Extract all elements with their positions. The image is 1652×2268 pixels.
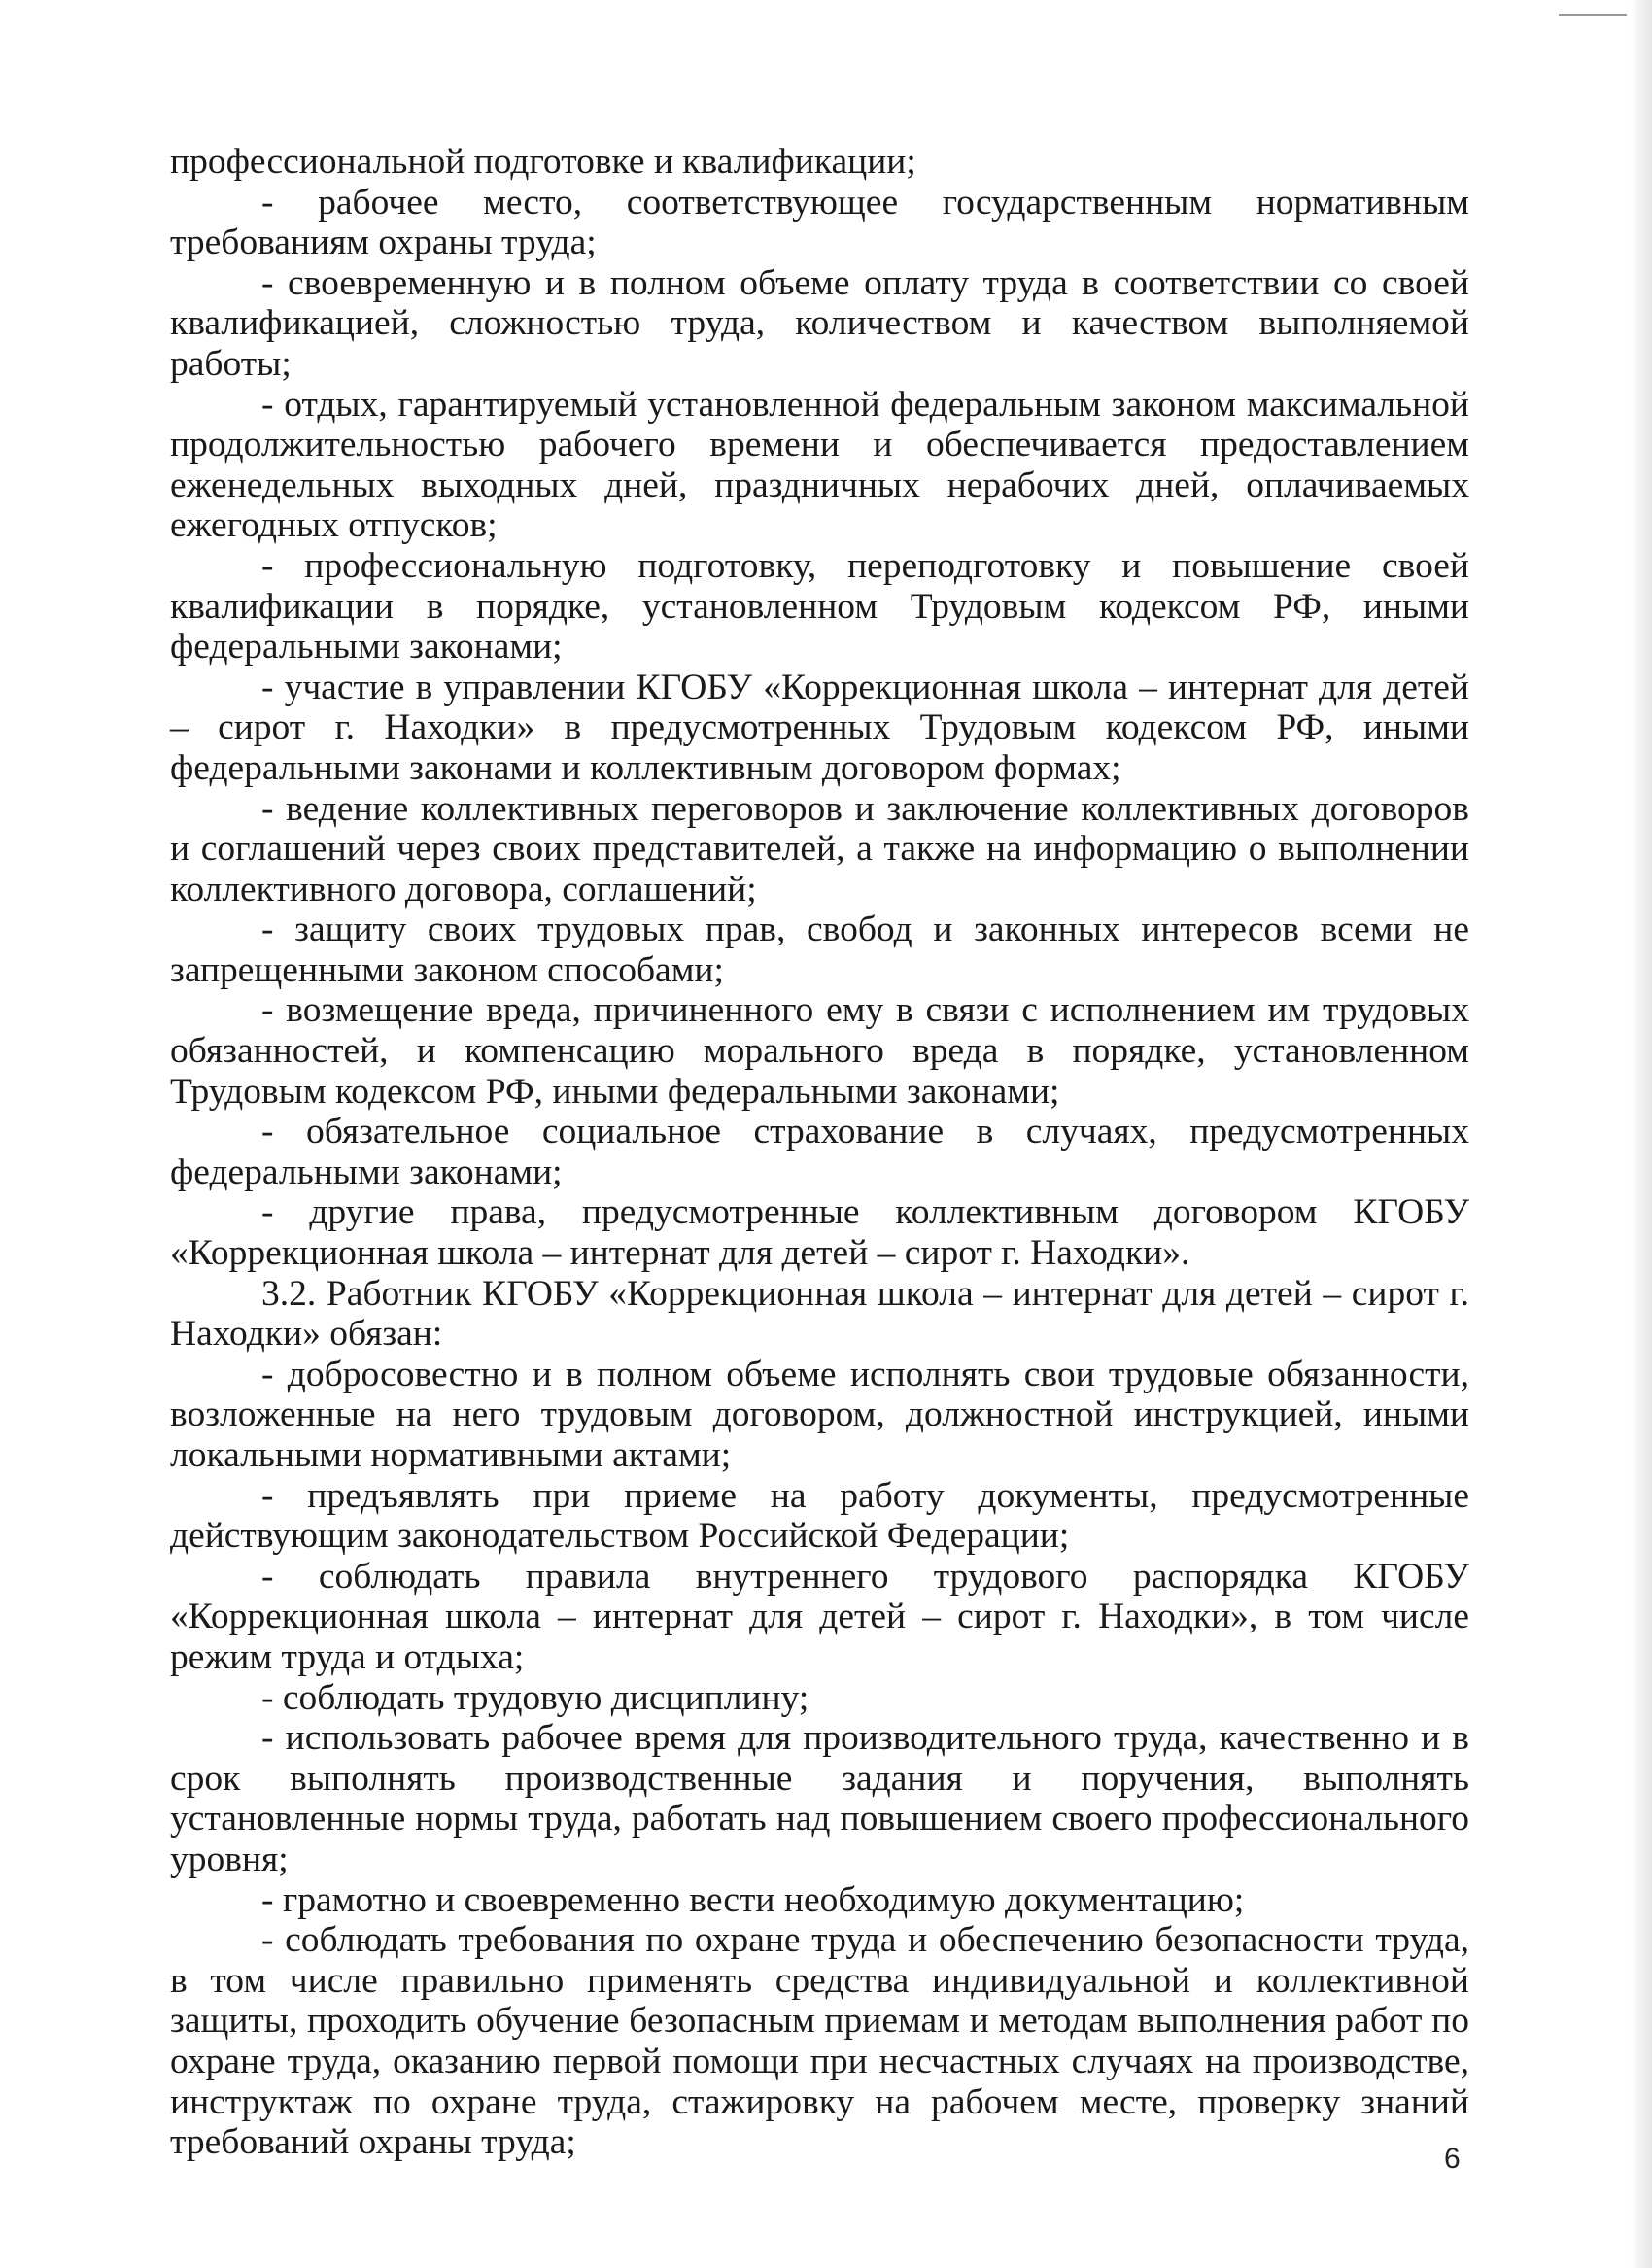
paragraph: профессиональной подготовке и квалификации; — [170, 142, 916, 182]
corner-mark — [1559, 14, 1627, 16]
paragraph: - ведение коллективных переговоров и заключение коллективных договоров и соглашений через своих представителей, а также на информацию о выполнении коллективного договора, соглашений; — [170, 788, 1469, 910]
paragraph: - использовать рабочее время для производительного труда, качественно и в срок выполнять производственные задания и поручения, выполнять установленные нормы труда, работать над повышением своего профессионального уровня; — [170, 1718, 1469, 1879]
document-body — [170, 142, 1469, 2163]
paragraph: - грамотно и своевременно вести необходимую документацию; — [261, 1879, 1245, 1920]
paragraph: - отдых, гарантируемый установленной федеральным законом максимальной продолжительностью рабочего времени и обеспечивается предоставлением еженедельных выходных дней, праздничных нерабочих дней, оплачиваемых ежегодных отпусков; — [170, 384, 1469, 546]
section-heading-paragraph: 3.2. Работник КГОБУ «Коррекционная школа – интернат для детей – сирот г. Находки» обязан: — [170, 1273, 1469, 1355]
page-number: 6 — [1444, 2143, 1461, 2175]
paragraph: - добросовестно и в полном объеме исполнять свои трудовые обязанности, возложенные на него трудовым договором, должностной инструкцией, иными локальными нормативными актами; — [170, 1354, 1469, 1475]
paragraph: - рабочее место, соответствующее государственным нормативным требованиям охраны труда; — [170, 182, 1469, 263]
paragraph: - соблюдать трудовую дисциплину; — [261, 1677, 809, 1718]
paragraph: - другие права, предусмотренные коллективным договором КГОБУ «Коррекционная школа – интернат для детей – сирот г. Находки». — [170, 1192, 1469, 1274]
paragraph: - профессиональную подготовку, переподготовку и повышение своей квалификации в порядке, установленном Трудовым кодексом РФ, иными федеральными законами; — [170, 545, 1469, 668]
paragraph: - защиту своих трудовых прав, свобод и законных интересов всеми не запрещенными законом способами; — [170, 910, 1469, 990]
paragraph: - участие в управлении КГОБУ «Коррекционная школа – интернат для детей – сирот г. Находки» в предусмотренных Трудовым кодексом РФ, иными федеральными законами и коллективным договором формах; — [170, 667, 1469, 788]
scan-edge — [1631, 0, 1652, 2268]
paragraph: - своевременную и в полном объеме оплату труда в соответствии со своей квалификацией, сложностью труда, количеством и качеством выполняемой работы; — [170, 262, 1469, 384]
paragraph: - обязательное социальное страхование в случаях, предусмотренных федеральными законами; — [170, 1112, 1469, 1192]
paragraph: - соблюдать требования по охране труда и обеспечению безопасности труда, в том числе правильно применять средства индивидуальной и коллективной защиты, проходить обучение безопасным приемам и методам выполнения работ по охране труда, оказанию первой помощи при несчастных случаях на производстве, инструктаж по охране труда, стажировку на рабочем месте, проверку знаний требований охраны труда; — [170, 1920, 1469, 2163]
paragraph: - предъявлять при приеме на работу документы, предусмотренные действующим законодательством Российской Федерации; — [170, 1475, 1469, 1557]
paragraph: - соблюдать правила внутреннего трудового распорядка КГОБУ «Коррекционная школа – интернат для детей – сирот г. Находки», в том числе режим труда и отдыха; — [170, 1556, 1469, 1677]
paragraph: - возмещение вреда, причиненного ему в связи с исполнением им трудовых обязанностей, и компенсацию морального вреда в порядке, установленном Трудовым кодексом РФ, иными федеральными законами; — [170, 990, 1469, 1112]
